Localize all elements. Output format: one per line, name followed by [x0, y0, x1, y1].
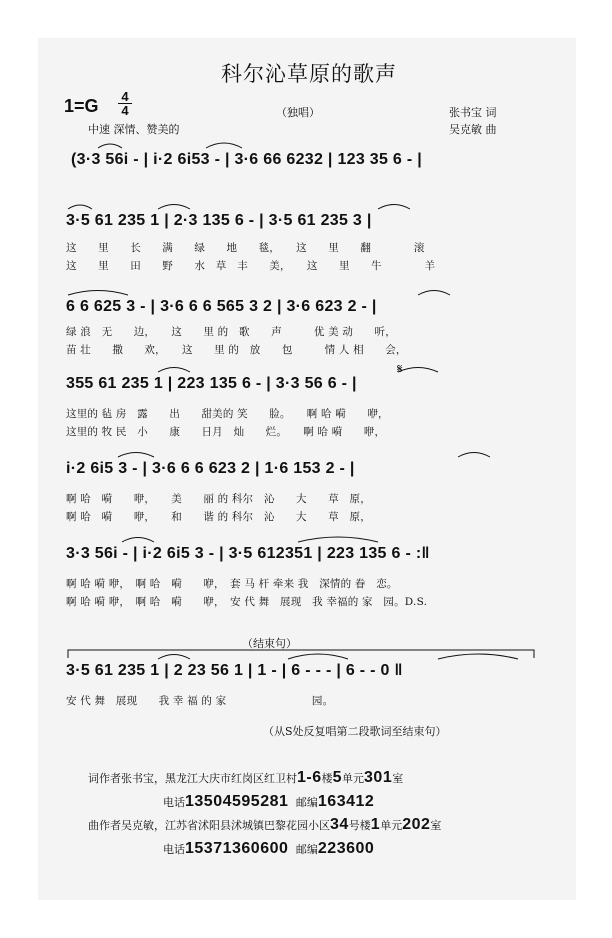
slur: [298, 537, 378, 542]
key-signature: 1=G: [64, 96, 99, 116]
composer-address: [88, 816, 441, 834]
composer-shi: 室: [430, 819, 442, 832]
lyric-line-7a: 安 代 舞 展现 我 幸 福 的 家 园。: [66, 695, 334, 707]
lyric-line-4a: 这里的 毡 房 露 出 甜美的 笑 脸。 啊 哈 嗬 咿，: [66, 408, 389, 420]
slur: [288, 654, 348, 659]
lyric-line-2a: 这 里 长 满 绿 地 毯， 这 里 翻 滚: [66, 242, 425, 254]
ending-label: （结束句）: [242, 637, 297, 650]
composer-tel-label: 电话: [163, 843, 185, 856]
lyricist-shi: 室: [392, 772, 404, 785]
lyricist-credit: 张书宝 词: [449, 106, 497, 119]
meter-top: 4: [121, 89, 129, 104]
lyricist-post: 163412: [317, 793, 375, 810]
notation-line-4: 355 61 235 1 | 223 135 6 - | 3·3 56 6 - |: [66, 375, 357, 392]
slur: [206, 143, 242, 148]
lyric-line-6b: 啊 哈 嗬 咿， 啊 哈 嗬 咿， 安 代 舞 展现 我 幸福的 家 园。D.S.: [66, 596, 428, 608]
composer-phone-row: [163, 840, 374, 858]
score-page: [38, 38, 576, 900]
composer-unit-number: 1: [370, 816, 381, 833]
lyric-line-2b: 这 里 田 野 水 草 丰 美， 这 里 牛 羊: [66, 260, 436, 272]
lyric-line-6a: 啊 哈 嗬 咿， 啊 哈 嗬 咿， 套 马 杆 牵来 我 深情的 眷 恋。: [66, 578, 398, 590]
lyricist-address: [88, 769, 403, 787]
slur: [158, 368, 190, 373]
composer-lou: 号楼: [348, 819, 371, 832]
lyricist-building: 1-6: [297, 769, 322, 786]
slur: [158, 205, 190, 210]
lyric-line-4b: 这里的 牧 民 小 康 日月 灿 烂。 啊 哈 嗬 咿，: [66, 426, 386, 438]
slur: [118, 453, 154, 458]
slur: [68, 291, 128, 296]
lyricist-tel-label: 电话: [163, 796, 185, 809]
lyricist-lou: 楼: [321, 772, 333, 785]
lyric-line-5a: 啊 哈 嗬 咿， 美 丽 的 科尔 沁 大 草 原，: [66, 493, 371, 505]
notation-line-6: 3·3 56i - | i·2 6i5 3 - | 3·5 612351 | 223 135 6 - :‖: [66, 545, 430, 562]
composer-building: 34: [330, 816, 349, 833]
lyricist-address-text: 词作者张书宝，黑龙江大庆市红岗区红卫村: [88, 772, 297, 785]
slur: [98, 144, 122, 148]
repeat-instruction: （从S处反复唱第二段歌词至结束句）: [263, 725, 447, 738]
slur: [418, 291, 450, 296]
notation-line-1: (3·3 56i - | i·2 6i53 - | 3·6 66 6232 | 123 35 6 - |: [71, 151, 423, 168]
composer-post-label: 邮编: [295, 843, 318, 856]
slur: [68, 205, 92, 209]
composer-address-text: 曲作者吴克敏，江苏省沭阳县沭城镇巴黎花园小区: [88, 819, 330, 832]
composer-room: 202: [402, 816, 431, 833]
notation-line-3: 6 6 625 3 - | 3·6 6 6 565 3 2 | 3·6 623 2 - |: [66, 298, 377, 315]
segno-sign: 𝄋: [397, 362, 403, 377]
song-title: 科尔沁草原的歌声: [221, 62, 397, 86]
lyric-line-3a: 绿 浪 无 边， 这 里 的 歌 声 优 美 动 听，: [66, 326, 396, 338]
lyricist-unit-number: 5: [332, 769, 343, 786]
notation-line-7: 3·5 61 235 1 | 2 23 56 1 | 1 - | 6 - - - | 6 - - 0 ‖: [66, 662, 403, 679]
slur: [378, 205, 410, 210]
slur: [158, 655, 190, 660]
notation-line-2: 3·5 61 235 1 | 2·3 135 6 - | 3·5 61 235 3 |: [66, 212, 372, 229]
composer-tel: 15371360600: [185, 840, 289, 857]
composer-post: 223600: [317, 840, 375, 857]
tempo-marking: 中速 深情、赞美的: [88, 123, 180, 136]
ending-bracket: [68, 650, 534, 658]
slur: [122, 538, 154, 543]
lyricist-phone-row: [163, 793, 374, 811]
performance-note: （独唱）: [276, 106, 320, 119]
lyric-line-5b: 啊 哈 嗬 咿， 和 谐 的 科尔 沁 大 草 原，: [66, 511, 371, 523]
lyric-line-3b: 苗 壮 撒 欢， 这 里 的 放 包 情 人 相 会，: [66, 344, 407, 356]
slur: [398, 368, 438, 373]
lyricist-post-label: 邮编: [295, 796, 318, 809]
lyricist-tel: 13504595281: [185, 793, 289, 810]
meter-bottom: 4: [121, 103, 129, 118]
slur: [438, 654, 518, 659]
notation-line-5: i·2 6i5 3 - | 3·6 6 6 623 2 | 1·6 153 2 - |: [66, 460, 355, 477]
lyricist-dan: 单元: [342, 772, 365, 785]
lyricist-room: 301: [364, 769, 393, 786]
slur: [458, 453, 490, 458]
composer-dan: 单元: [380, 819, 403, 832]
composer-credit: 吴克敏 曲: [449, 123, 497, 136]
